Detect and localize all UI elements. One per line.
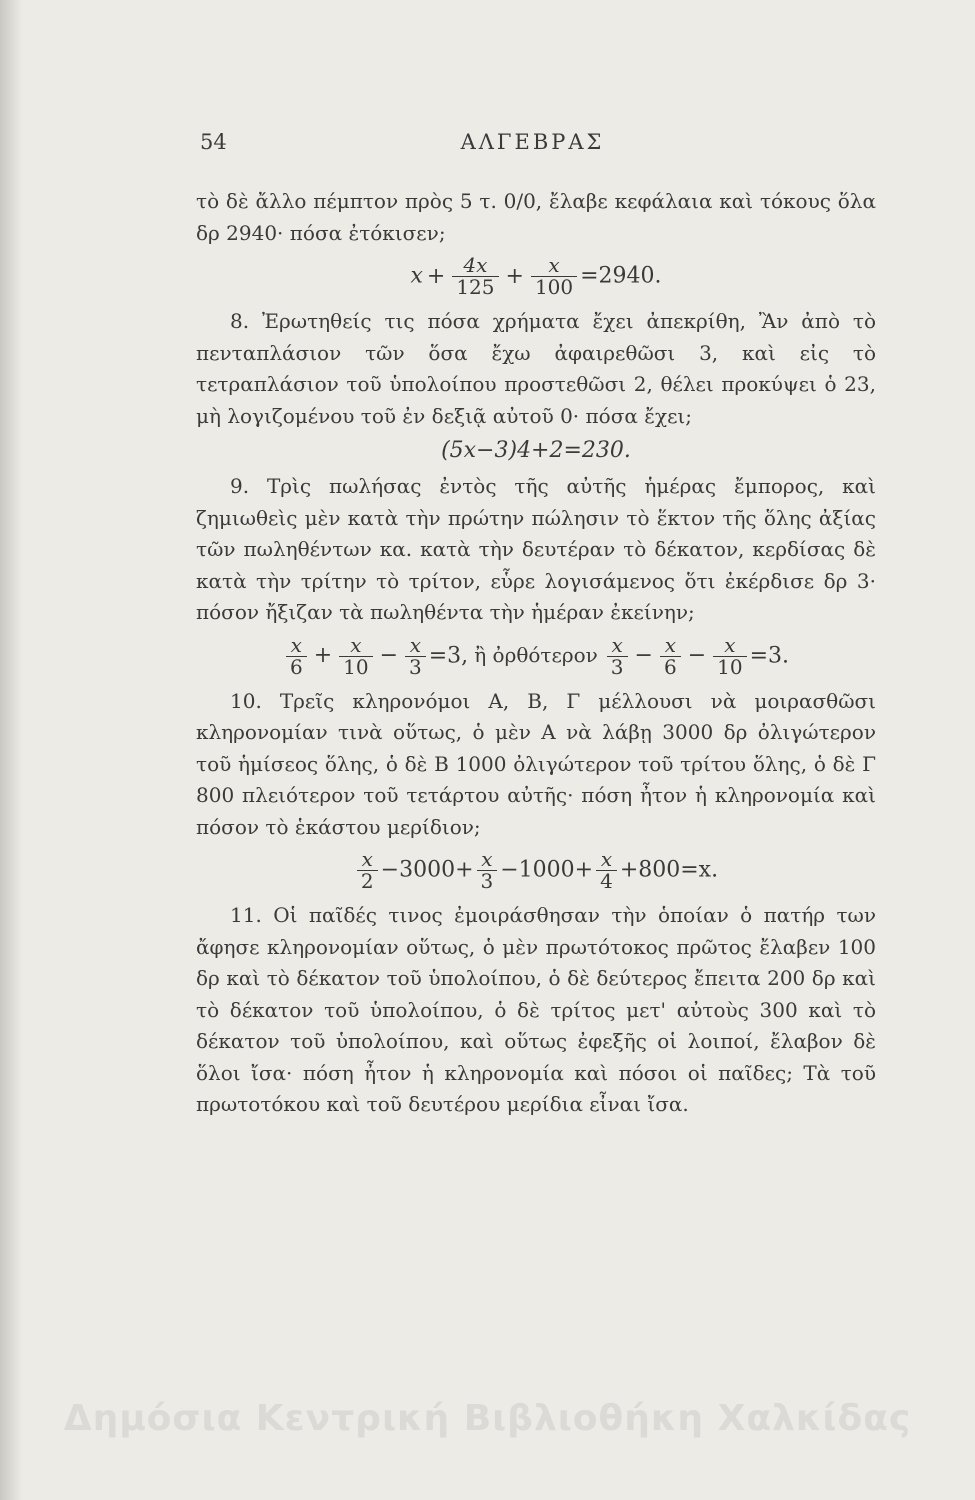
running-title: ΑΛΓΕΒΡΑΣ <box>460 130 605 154</box>
fraction: $\frac{x}{2}$ <box>357 849 378 892</box>
problem-7-text: τὸ δὲ ἄλλο πέμπτον πρὸς 5 τ. 0/0, ἔλαβε κεφάλαια καὶ τόκους ὅλα δρ 2940· πόσα ἐτόκισεν; <box>196 189 876 245</box>
fraction: $\frac{x}{10}$ <box>339 635 372 678</box>
problem-9-text: 9. Τρὶς πωλήσας ἐντὸς τῆς αὐτῆς ἡμέρας ἔμπορος, καὶ ζημιωθεὶς μὲν κατὰ τὴν πρώτην πώλησιν τὸ ἕκτον τῆς ὅλης ἀξίας τῶν πωληθέντων κα. κατὰ τὴν δευτέραν τὸ δέκατον, κερδίσας δὲ κατὰ τὴν τρίτην τὸ τρίτον, εὗρε λογισάμενος ὅτι ἐκέρδισε δρ 3· πόσον ἤξιζαν τὰ πωληθέντα τὴν ἡμέραν ἐκείνην; <box>196 474 876 624</box>
problem-8-text: 8. Ἐρωτηθείς τις πόσα χρήματα ἔχει ἀπεκρίθη, Ἂν ἀπὸ τὸ πενταπλάσιον τῶν ὅσα ἔχω ἀφαιρεθῶσι 3, καὶ εἰς τὸ τετραπλάσιον τοῦ ὑπολοίπου προστεθῶσι 2, θέλει προκύψει ὁ 23, μὴ λογιζομένου τοῦ ἐν δεξιᾷ αὐτοῦ 0· πόσα ἔχει; <box>196 309 876 428</box>
fraction: $\frac{x}{10}$ <box>713 635 746 678</box>
page-body <box>196 186 876 1121</box>
problem-11-text: 11. Οἱ παῖδές τινος ἐμοιράσθησαν τὴν ὁποίαν ὁ πατήρ των ἄφησε κληρονομίαν οὕτως, ὁ μὲν πρωτότοκος πρῶτος ἔλαβεν 100 δρ καὶ τὸ δέκατον τοῦ ὑπολοίπου, ὁ δὲ δεύτερος ἔπειτα 200 δρ καὶ τὸ δέκατον τοῦ ὑπολοίπου, ὁ δὲ τρίτος μετ' αὐτοὺς 300 καὶ τὸ δέκατον τοῦ ὑπολοίπου, καὶ οὕτως ἐφεξῆς οἱ λοιποί, ἔλαβον δὲ ὅλοι ἴσα· πόση ἦτον ἡ κληρονομία καὶ πόσοι οἱ παῖδες; Τὰ τοῦ πρωτοτόκου καὶ τοῦ δευτέρου μερίδια εἶναι ἴσα. <box>196 903 876 1116</box>
problem-7-equation: x + $\frac{4x}{125}$ + $\frac{x}{100}$ =2940. <box>410 253 662 299</box>
library-watermark: Δημόσια Κεντρική Βιβλιοθήκη Χαλκίδας <box>63 1398 912 1439</box>
page-gutter-shadow <box>0 0 22 1500</box>
problem-8-equation: (5x−3)4+2=230. <box>441 438 631 463</box>
problem-9-equation: $\frac{x}{6}$ + $\frac{x}{10}$ − $\frac{x}{3}$ =3, ἢ ὀρθότερον $\frac{x}{3}$ − $\frac{x}{6}$ − $\frac{x}{10}$ =3. <box>196 635 876 678</box>
fraction: $\frac{x}{4}$ <box>596 849 617 892</box>
problem-10-equation: $\frac{x}{2}$ −3000+ $\frac{x}{3}$ −1000+ $\frac{x}{4}$ +800=x. <box>196 849 876 892</box>
fraction: $\frac{4x}{125}$ <box>452 255 498 298</box>
fraction: $\frac{x}{3}$ <box>607 635 628 678</box>
fraction: $\frac{x}{6}$ <box>660 635 681 678</box>
fraction: $\frac{x}{100}$ <box>531 255 577 298</box>
fraction: $\frac{x}{6}$ <box>286 635 307 678</box>
problem-10-text: 10. Τρεῖς κληρονόμοι Α, Β, Γ μέλλουσι νὰ μοιρασθῶσι κληρονομίαν τινὰ οὕτως, ὁ μὲν Α νὰ λάβῃ 3000 δρ ὀλιγώτερον τοῦ ἡμίσεος ὅλης, ὁ δὲ Β 1000 ὀλιγώτερον τοῦ τρίτου ὅλης, ὁ δὲ Γ 800 πλειότερον τοῦ τετάρτου αὐτῆς· πόση ἦτον ἡ κληρονομία καὶ πόσον τὸ ἑκάστου μερίδιον; <box>196 688 876 839</box>
fraction: $\frac{x}{3}$ <box>405 635 426 678</box>
page-number: 54 <box>200 130 227 154</box>
running-header <box>200 130 865 160</box>
fraction: $\frac{x}{3}$ <box>477 849 498 892</box>
